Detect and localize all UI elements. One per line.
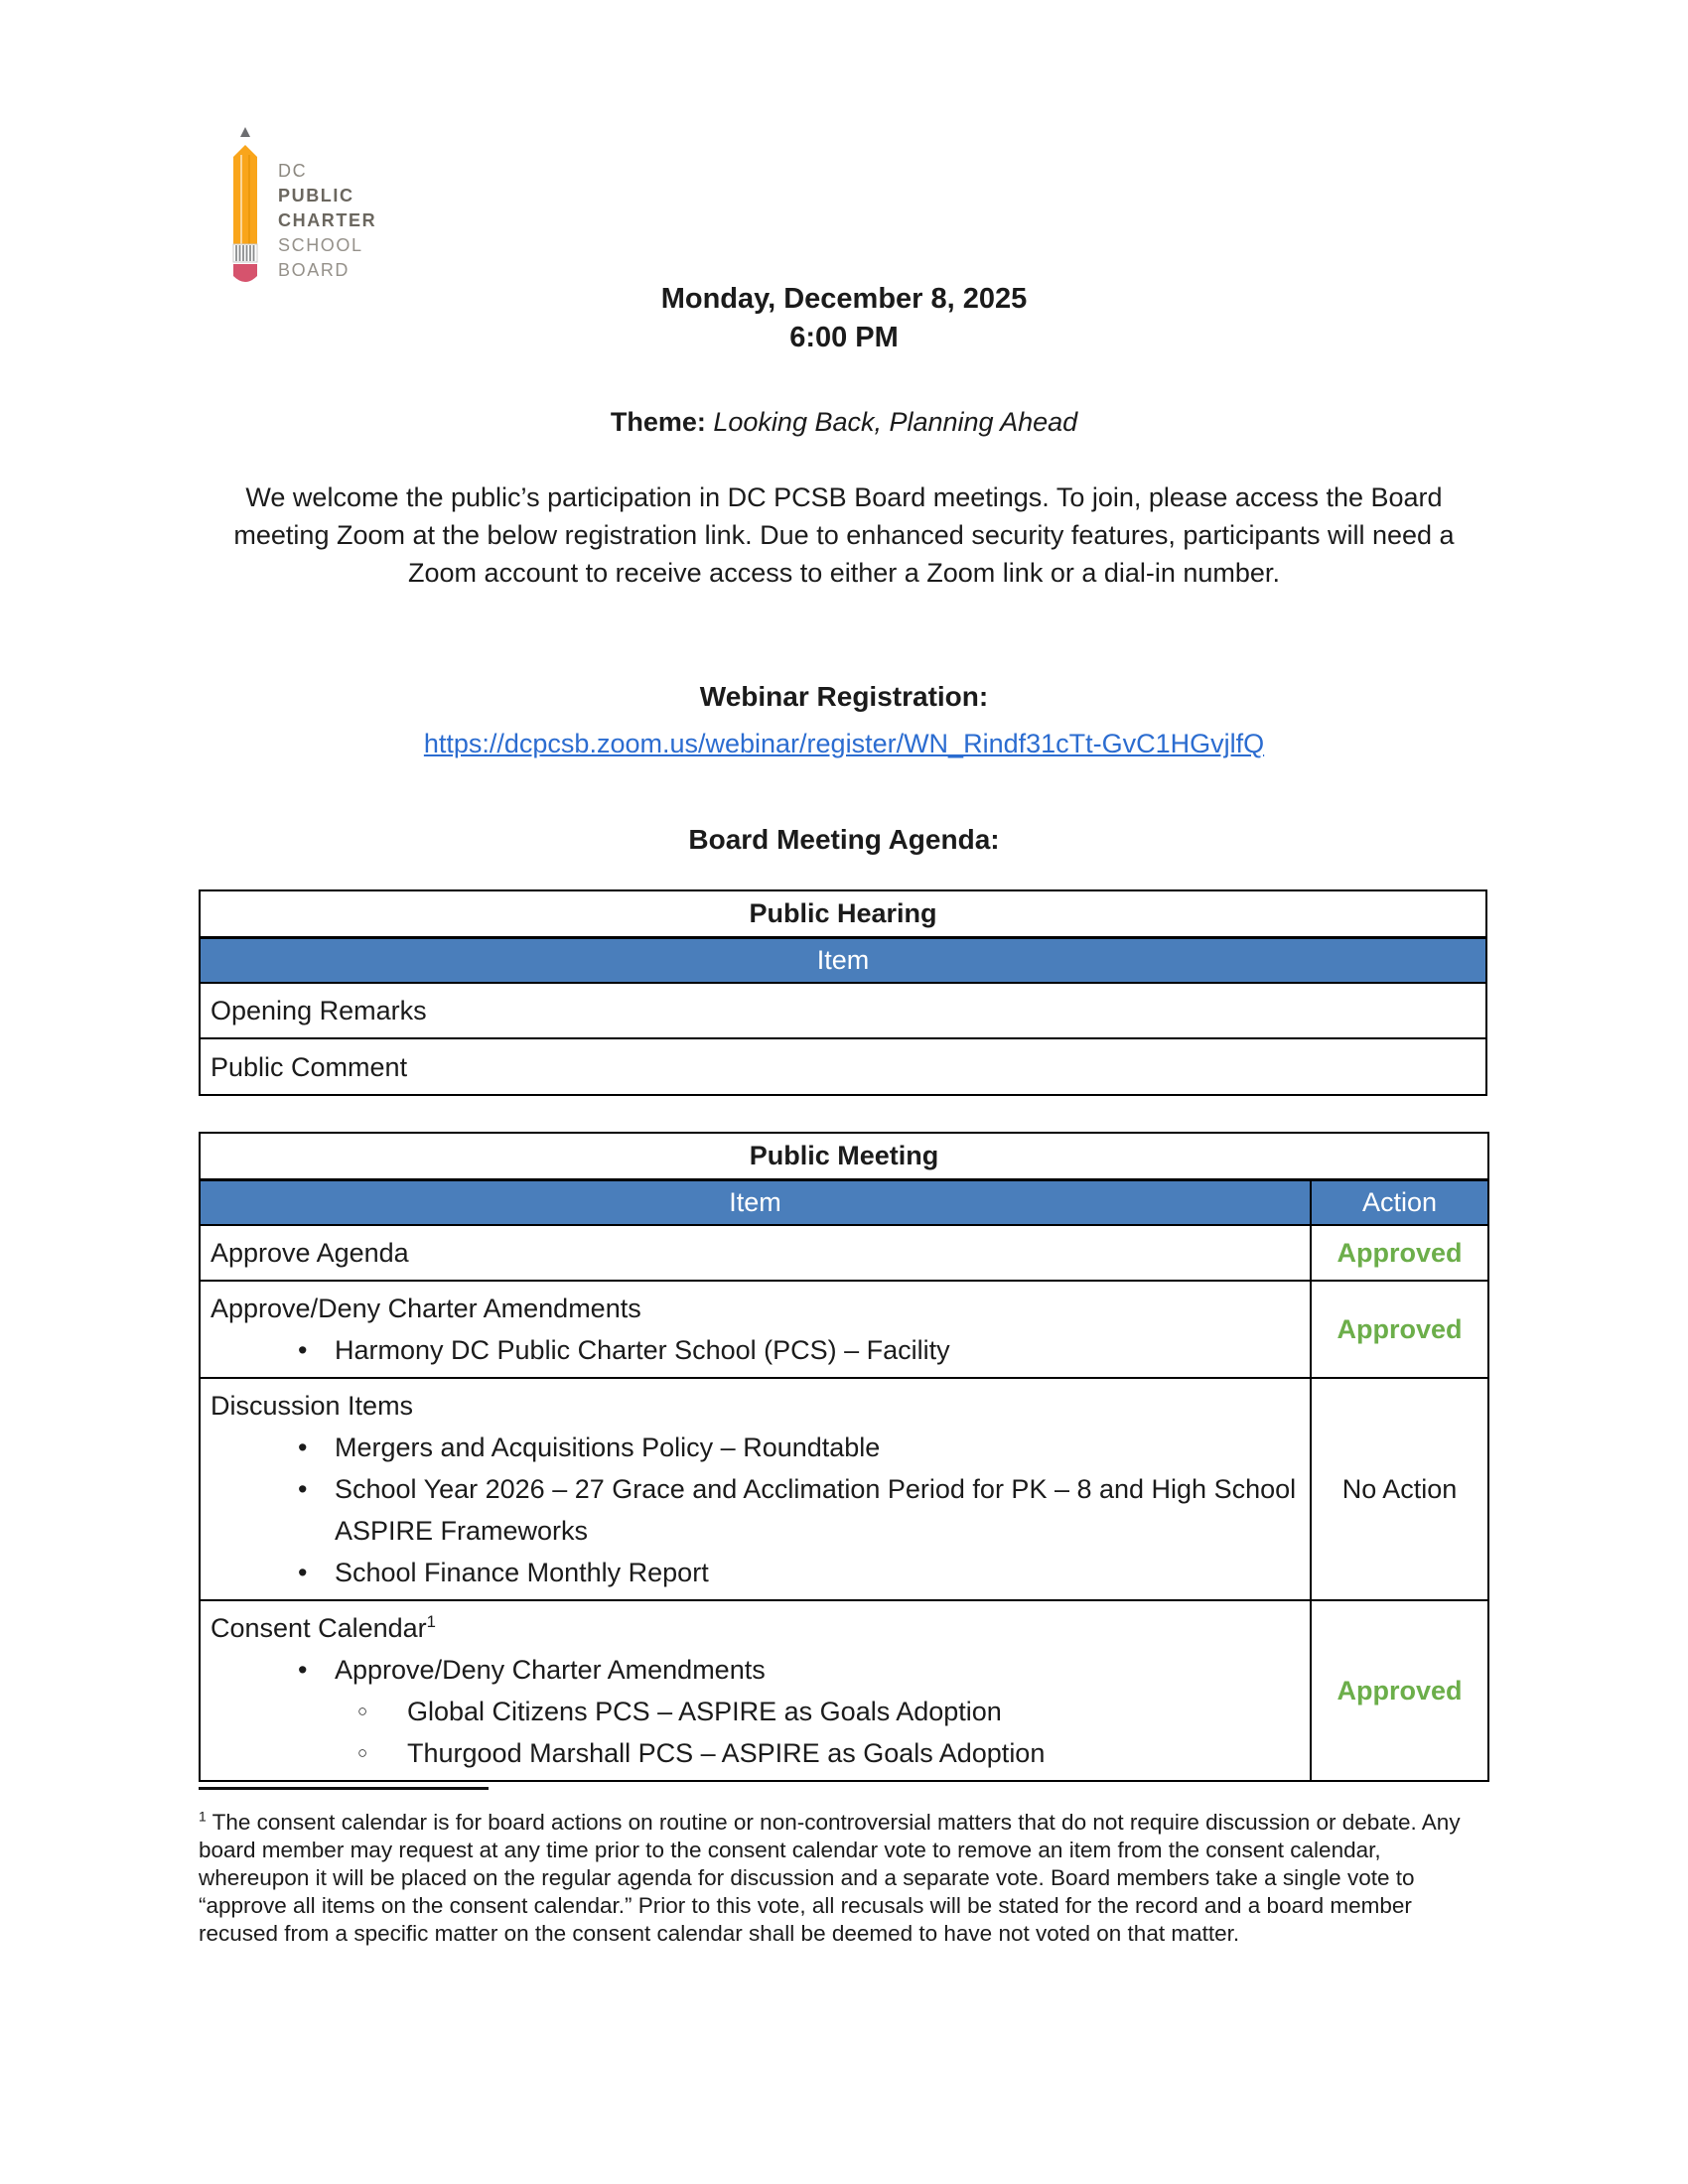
bullet-approve-deny-amendments: • Approve/Deny Charter Amendments <box>211 1649 1300 1691</box>
action-no-action: No Action <box>1311 1378 1488 1600</box>
webinar-registration-heading: Webinar Registration: <box>699 681 989 712</box>
meeting-datetime <box>199 280 1489 357</box>
item-charter-amendments <box>200 1281 1311 1378</box>
action-approved-badge: Approved <box>1311 1225 1488 1281</box>
footnote-text <box>199 1809 1491 1948</box>
item-title: Discussion Items <box>211 1391 414 1421</box>
webinar-link-wrap <box>199 729 1489 759</box>
action-approved-badge: Approved <box>1311 1281 1488 1378</box>
footnote-marker: 1 <box>199 1808 207 1825</box>
public-meeting-table <box>199 1132 1489 1782</box>
footnote-body: The consent calendar is for board actions on routine or non-controversial matters that do not require discussion or debate. Any board member may request at any time prior to the consent calendar vote to remove an item from the consent calendar, whereupon it will be placed on the regular agenda for discussion and a separate vote. Board members take a single vote to “approve all items on the consent calendar.” Prior to this vote, all recusals will be stated for the record and a board member recused from a specific matter on the consent calendar shall be deemed to have not voted on that matter. <box>199 1810 1461 1946</box>
item-consent-calendar <box>200 1600 1311 1781</box>
table-row-consent-calendar <box>200 1600 1488 1781</box>
table-row-approve-agenda <box>200 1225 1488 1281</box>
item-title: Approve/Deny Charter Amendments <box>211 1294 641 1323</box>
action-approved-badge: Approved <box>1311 1600 1488 1781</box>
public-hearing-title: Public Hearing <box>200 890 1486 938</box>
subbullet-thurgood-marshall: ○ Thurgood Marshall PCS – ASPIRE as Goals Adoption <box>211 1732 1300 1774</box>
item-discussion-items <box>200 1378 1311 1600</box>
footnote-separator-rule <box>199 1787 489 1790</box>
public-meeting-action-header: Action <box>1311 1180 1488 1226</box>
meeting-time: 6:00 PM <box>789 322 899 353</box>
webinar-registration-link[interactable]: https://dcpcsb.zoom.us/webinar/register/WN_Rindf31cTt-GvC1HGvjlfQ <box>423 729 1265 758</box>
table-row-public-comment: Public Comment <box>200 1038 1486 1095</box>
intro-paragraph: We welcome the public’s participation in DC PCSB Board meetings. To join, please access the Board meeting Zoom at the below registration link. Due to enhanced security features, participants will need a Zoom account to receive access to either a Zoom link or a dial-in number. <box>233 482 1455 588</box>
bullet-grace-acclimation: • School Year 2026 – 27 Grace and Acclimation Period for PK – 8 and High School ASPIRE Frameworks <box>211 1468 1300 1552</box>
logo-line-board: BOARD <box>278 260 351 280</box>
item-approve-agenda: Approve Agenda <box>200 1225 1311 1281</box>
item-title-wrap <box>211 1607 1300 1649</box>
bullet-mergers-policy: • Mergers and Acquisitions Policy – Roundtable <box>211 1427 1300 1468</box>
logo-wordmark <box>278 125 376 283</box>
footnote-reference: 1 <box>426 1612 436 1631</box>
public-meeting-item-header: Item <box>200 1180 1311 1226</box>
theme-value: Looking Back, Planning Ahead <box>713 407 1078 437</box>
board-meeting-agenda-heading: Board Meeting Agenda: <box>688 824 1000 855</box>
bullet-harmony-facility: • Harmony DC Public Charter School (PCS) – Facility <box>211 1329 1300 1371</box>
public-meeting-title: Public Meeting <box>200 1133 1488 1180</box>
dcpcsb-logo <box>228 125 376 290</box>
logo-line-public: PUBLIC <box>278 186 354 205</box>
table-row-charter-amendments <box>200 1281 1488 1378</box>
item-title: Consent Calendar <box>211 1613 427 1643</box>
logo-line-charter: CHARTER <box>278 210 377 230</box>
table-row-opening-remarks: Opening Remarks <box>200 983 1486 1038</box>
public-hearing-item-header: Item <box>200 938 1486 984</box>
logo-line-school: SCHOOL <box>278 235 363 255</box>
bullet-school-finance-report: • School Finance Monthly Report <box>211 1552 1300 1593</box>
pencil-icon <box>228 125 262 290</box>
table-row-discussion-items <box>200 1378 1488 1600</box>
subbullet-global-citizens: ○ Global Citizens PCS – ASPIRE as Goals Adoption <box>211 1691 1300 1732</box>
meeting-date: Monday, December 8, 2025 <box>660 283 1028 315</box>
logo-line-dc: DC <box>278 161 308 181</box>
public-hearing-table <box>199 889 1487 1096</box>
theme-line <box>199 407 1489 438</box>
theme-label: Theme: <box>610 407 706 437</box>
